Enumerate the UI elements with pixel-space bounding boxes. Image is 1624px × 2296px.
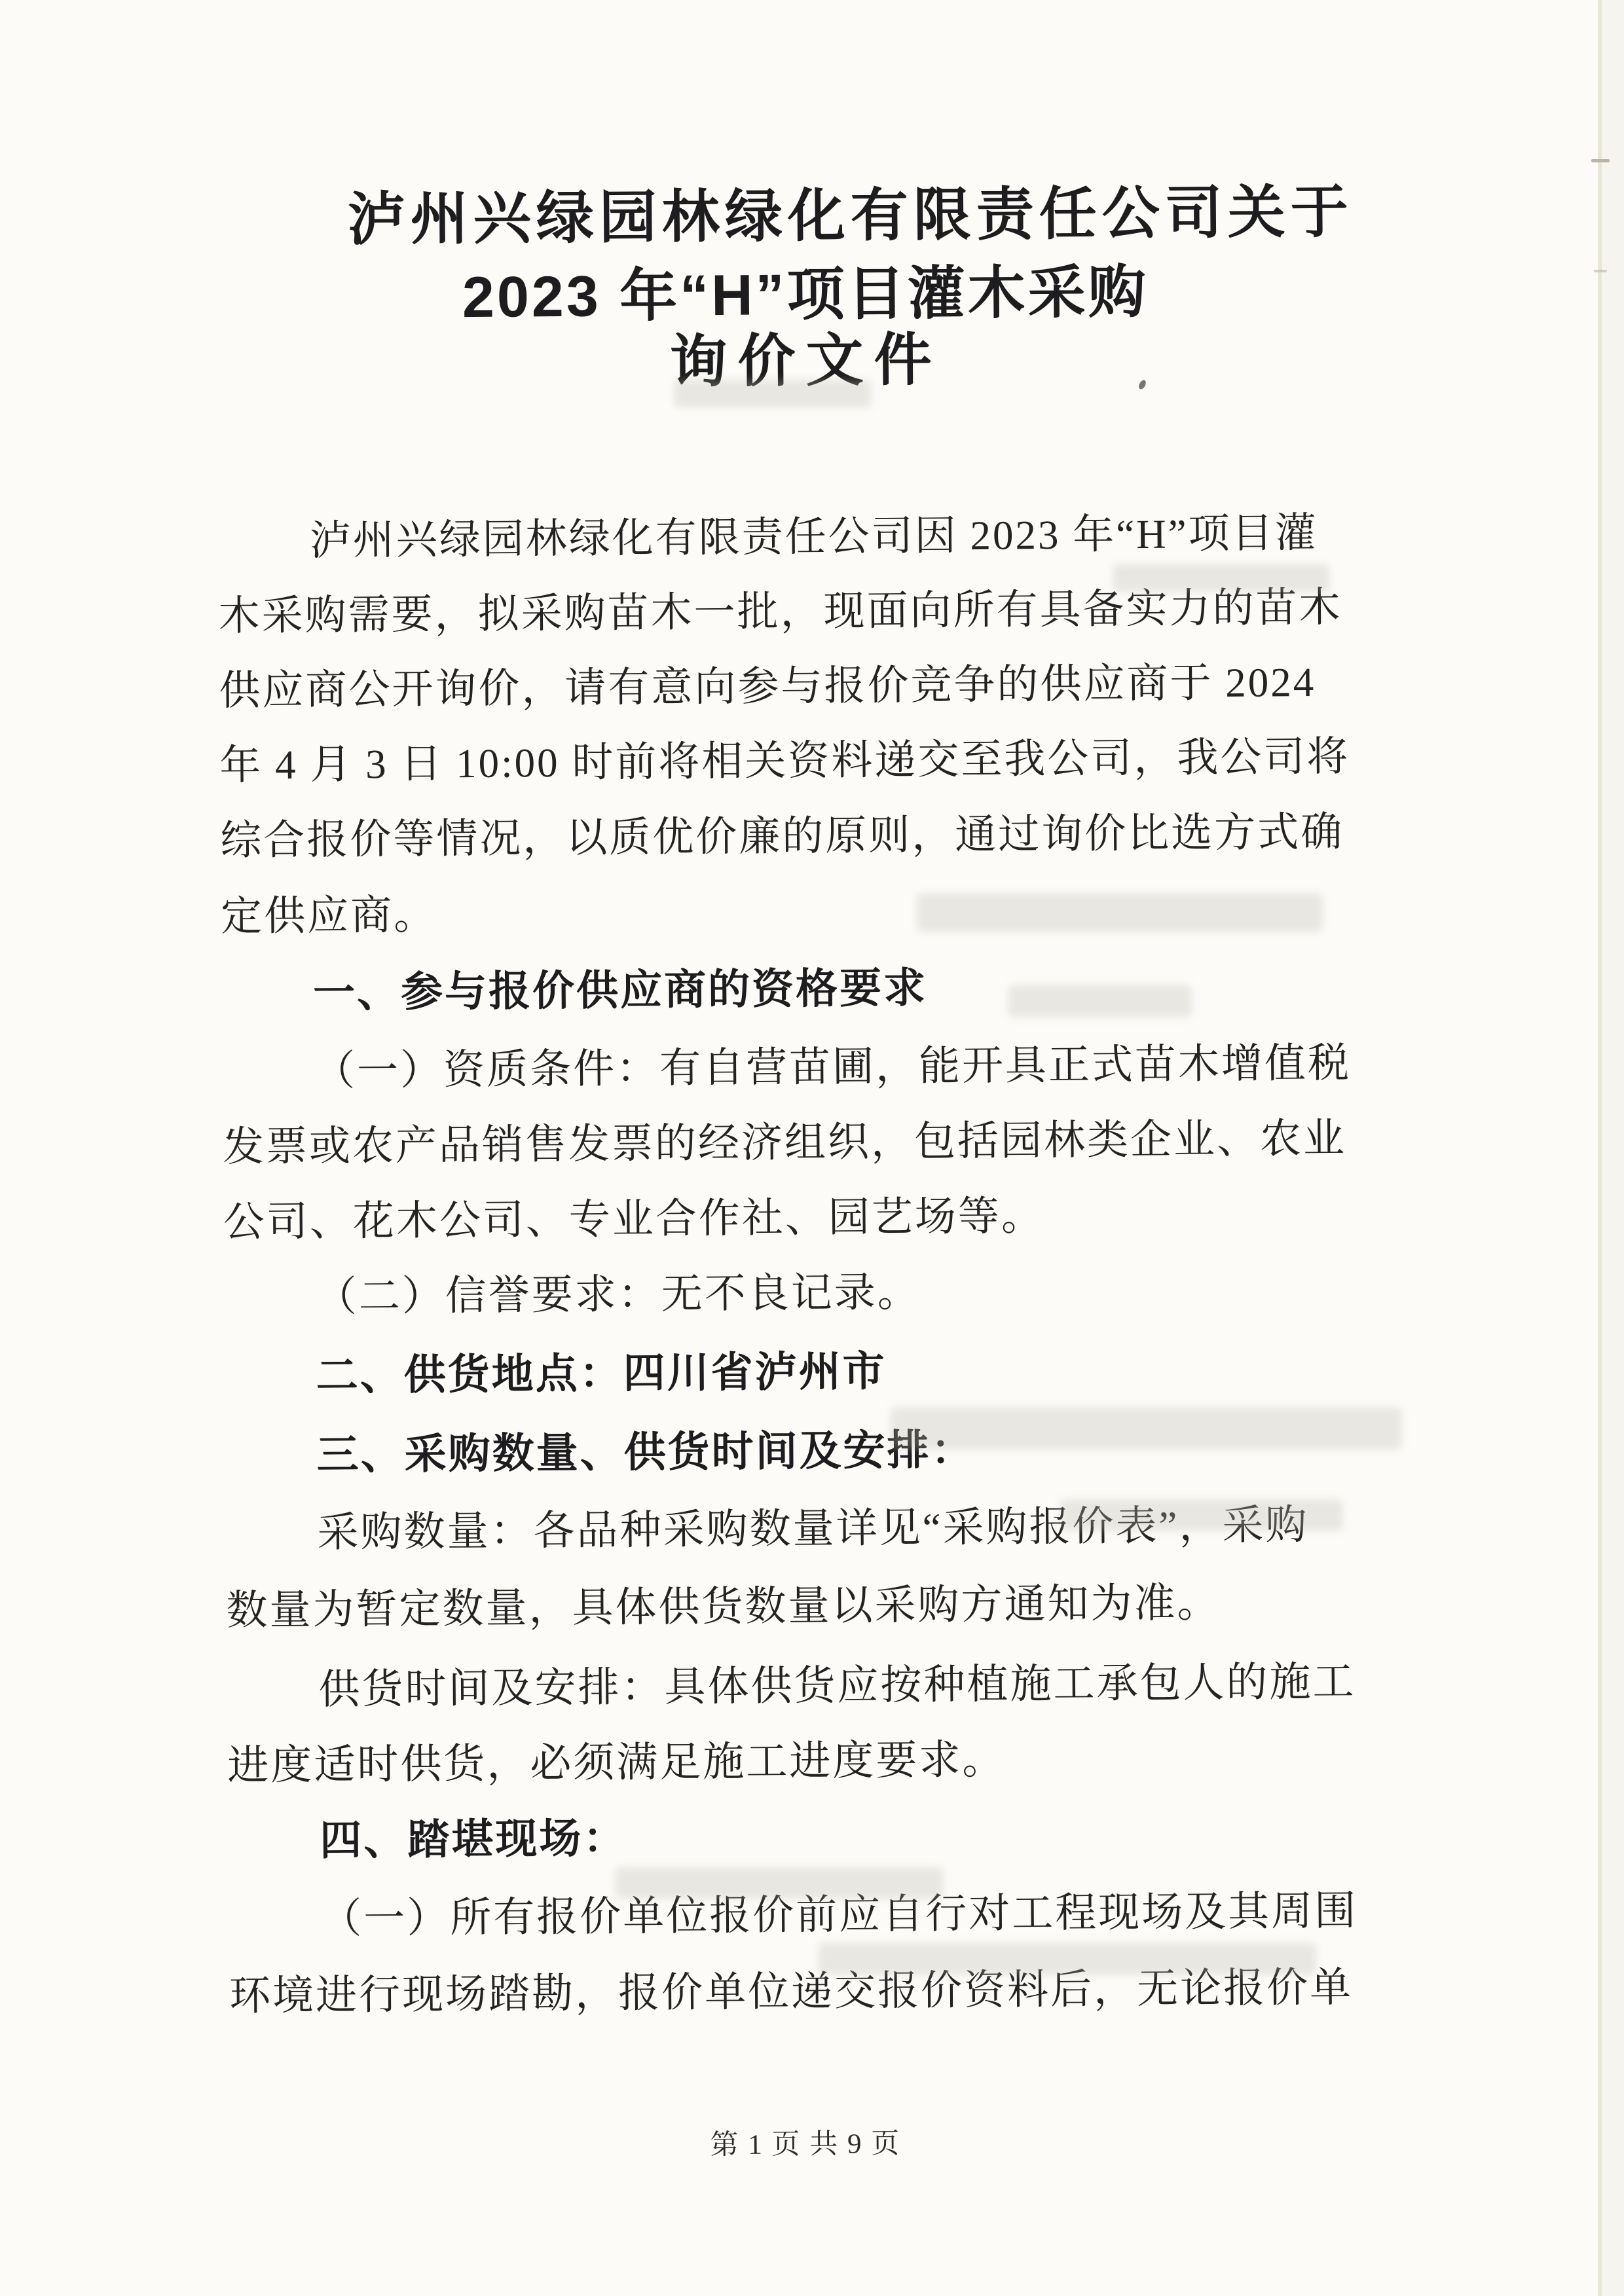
bleedthrough-artifact [674,380,871,407]
page-footer: 第 1 页 共 9 页 [710,2128,901,2161]
body-line: （一）所有报价单位报价前应自行对工程现场及其周围 [320,1887,1358,1942]
body-line: 年 4 月 3 日 10:00 时前将相关资料递交至我公司，我公司将 [219,733,1350,789]
body-line: 定供应商。 [220,892,437,940]
document-title-line-3: 询价文件 [669,327,942,394]
body-line: 环境进行现场踏勘，报价单位递交报价资料后，无论报价单 [229,1964,1354,2020]
scan-edge-tick [1594,270,1607,272]
document-title-line-2: 2023 年“H”项目灌木采购 [462,259,1149,330]
body-line: 综合报价等情况，以质优价廉的原则，通过询价比选方式确 [220,809,1344,864]
scan-edge-tick [1591,159,1610,162]
bleedthrough-artifact [616,1867,943,1899]
bleedthrough-artifact [1008,985,1192,1017]
bleedthrough-artifact [1061,1499,1342,1531]
bleedthrough-artifact [891,1408,1401,1449]
section-heading-2: 二、供货地点：四川省泸州市 [316,1347,887,1399]
body-line: （一）资质条件：有自营苗圃，能开具正式苗木增值税 [313,1040,1352,1094]
body-line: 供货时间及安排：具体供货应按种植施工承包人的施工 [318,1658,1356,1713]
bleedthrough-artifact [819,1943,1316,1975]
body-line: （二）信誉要求：无不良记录。 [315,1269,921,1320]
bleedthrough-artifact [1113,564,1329,592]
section-heading-1: 一、参与报价供应商的资格要求 [312,964,928,1016]
body-line: 供应商公开询价，请有意向参与报价竞争的供应商于 2024 [219,659,1316,714]
bleedthrough-artifact [917,894,1323,932]
section-heading-4: 四、踏堪现场： [319,1814,627,1864]
document-title-line-1: 泸州兴绿园林绿化有限责任公司关于 [347,179,1354,252]
body-line: 数量为暂定数量，具体供货数量以采购方通知为准。 [226,1580,1221,1634]
body-line: 采购数量：各品种采购数量详见“采购报价表”，采购 [317,1502,1309,1556]
section-heading-3: 三、采购数量、供货时间及安排： [316,1426,975,1478]
scan-edge-line [1598,0,1602,2296]
body-line: 发票或农产品销售发票的经济组织，包括园林类企业、农业 [222,1115,1347,1171]
body-line: 进度适时供货，必须满足施工进度要求。 [227,1736,1006,1789]
body-line: 公司、花木公司、专业合作社、园艺场等。 [223,1193,1045,1246]
scan-edge-strip [1602,0,1624,2296]
body-line: 木采购需要，拟采购苗木一批，现面向所有具备实力的苗木 [218,584,1342,640]
body-line: 泸州兴绿园林绿化有限责任公司因 2023 年“H”项目灌 [309,509,1318,564]
